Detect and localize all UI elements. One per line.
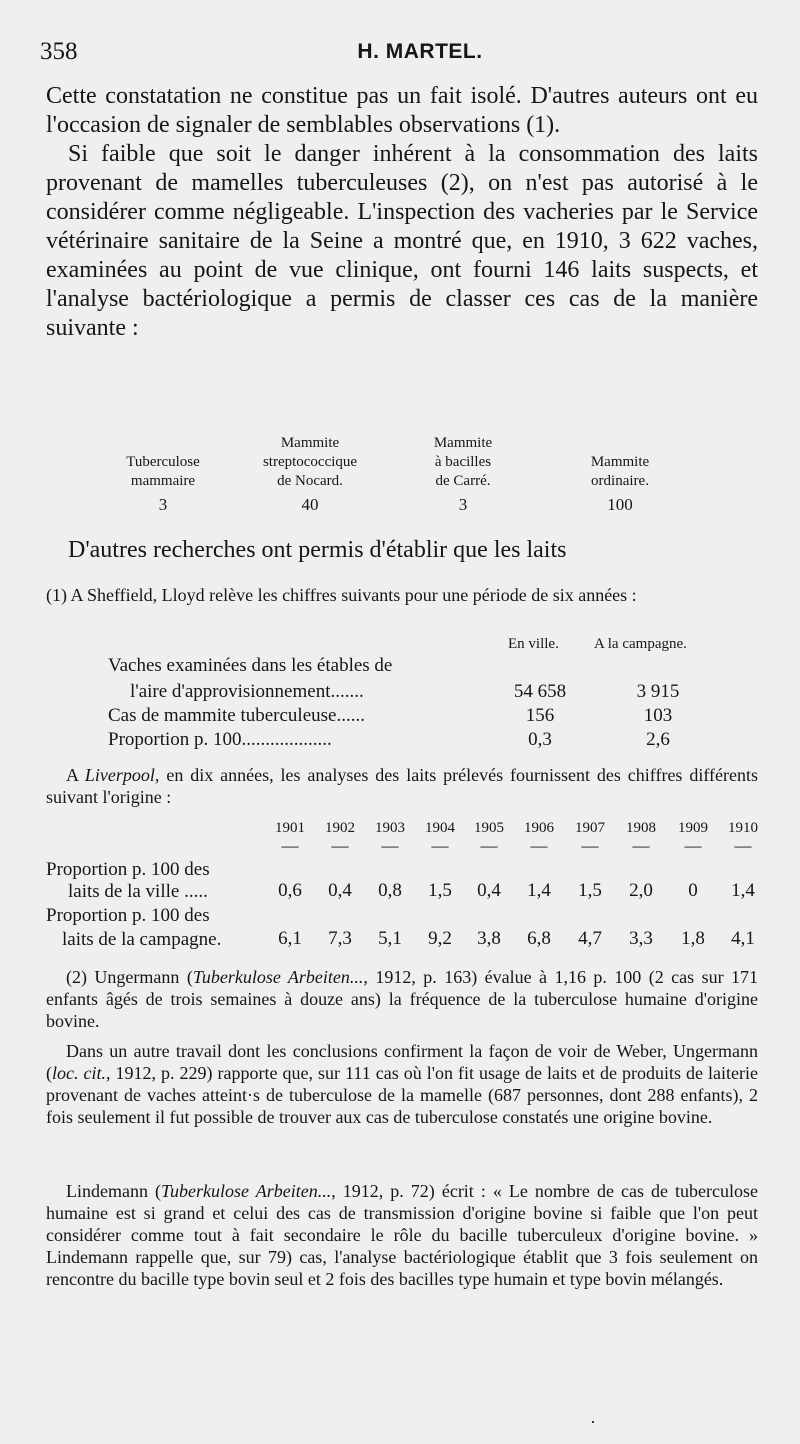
column-header: mammaire xyxy=(130,473,196,489)
running-head: H. MARTEL. xyxy=(357,40,483,63)
row-label: Cas de mammite tuberculeuse...... xyxy=(108,705,365,726)
year: 1901 xyxy=(275,820,305,836)
value: 6,1 xyxy=(278,928,302,949)
column-value: 3 xyxy=(158,495,168,514)
table-column-bacilles xyxy=(408,434,518,514)
value-campagne: 103 xyxy=(643,705,673,726)
footnote-1-intro: (1) A Sheffield, Lloyd relève les chiffres suivants pour une période de six années : xyxy=(46,585,637,605)
column-header: Mammite xyxy=(433,435,493,451)
speck-mark-icon: · xyxy=(590,1412,596,1432)
citation-title: Tuberkulose Arbeiten... xyxy=(192,967,364,987)
footnote-2-paragraph-3 xyxy=(46,1180,758,1290)
value: 1,5 xyxy=(578,880,602,901)
row-label: l'aire d'approvisionnement....... xyxy=(130,681,364,702)
text: Dans un autre travail dont les conclusions confirment la façon de voir de Weber, Ungermann ( xyxy=(46,1041,758,1083)
value: 9,2 xyxy=(428,928,452,949)
column-header: streptococcique xyxy=(262,454,358,470)
value-ville: 156 xyxy=(525,705,555,726)
year: 1908 xyxy=(626,820,656,836)
value-ville: 54 658 xyxy=(513,681,567,702)
value: 0,6 xyxy=(278,880,302,901)
citation-title: Tuberkulose Arbeiten... xyxy=(161,1181,332,1201)
liverpool-intro xyxy=(46,764,758,808)
column-value: 40 xyxy=(301,495,319,514)
year: 1902 xyxy=(325,820,355,836)
year: 1906 xyxy=(524,820,554,836)
footnote-2-paragraph-2 xyxy=(46,1040,758,1128)
year: 1904 xyxy=(425,820,455,836)
paragraph-2: Si faible que soit le danger inhérent à la consommation des laits provenant de mamelles tuberculeuses (2), on n'est pas autorisé à le considérer comme négligeable. L'inspection des vacheries par le Service vétérinaire sanitaire de la Seine a montré que, en 1910, 3 622 vaches, examinées au point de vue clinique, ont fourni 146 laits suspects, et l'analyse bactériologique a permis de classer ces cas de la manière suivante : xyxy=(46,141,758,341)
value: 4,1 xyxy=(731,928,755,949)
table-column-tuberculose xyxy=(98,453,228,514)
row-label-ville-2: laits de la ville ..... xyxy=(68,881,208,902)
footnote-2 xyxy=(46,966,758,1032)
value: 6,8 xyxy=(527,928,551,949)
text: A xyxy=(66,765,85,785)
value-campagne: 3 915 xyxy=(636,681,680,702)
column-header: de Nocard. xyxy=(277,473,343,489)
year: 1910 xyxy=(728,820,758,836)
row-label-campagne-2: laits de la campagne. xyxy=(62,929,222,950)
paragraph-1: Cette constatation ne constitue pas un fait isolé. D'autres auteurs ont eu l'occasion de signaler de semblables observations (1). xyxy=(46,83,758,138)
value: 1,8 xyxy=(681,928,705,949)
column-header-ville: En ville. xyxy=(508,636,559,652)
row-label: Proportion p. 100................... xyxy=(108,729,332,750)
column-header: Mammite xyxy=(590,454,650,470)
column-header: Tuberculose xyxy=(126,454,200,470)
text: en dix années, les analyses des laits prélevés fournissent des chiffres différents suivant l'origine : xyxy=(46,765,758,807)
column-header: Mammite xyxy=(280,435,340,451)
row-label-ville-1: Proportion p. 100 des xyxy=(46,859,210,880)
paragraph-3: D'autres recherches ont permis d'établir que les laits xyxy=(68,537,567,563)
value: 0 xyxy=(688,880,698,901)
year: 1907 xyxy=(575,820,605,836)
column-header: de Carré. xyxy=(435,473,491,489)
value: 3,8 xyxy=(477,928,501,949)
column-value: 100 xyxy=(607,495,633,514)
value: 5,1 xyxy=(378,928,402,949)
text: Lindemann ( xyxy=(66,1181,162,1201)
value: 0,4 xyxy=(477,880,501,901)
page-header xyxy=(40,38,760,72)
year: 1903 xyxy=(375,820,405,836)
value: 3,3 xyxy=(629,928,653,949)
text: , 1912, p. 72) écrit : « Le nombre de cas de tuberculose humaine est si grand et celui des cas de transmission d'origine bovine si faible que l'on peut considérer comme tout à fait secondaire le rôle du bacille tuberculeux d'origine bovine. » Lindemann rappelle que, sur 79) cas, l'analyse bactériologique établit que 3 fois seulement on rencontre du bacille type bovin seul et 2 fois des bacilles type humain et type bovin mélangés. xyxy=(46,1181,758,1289)
value: 1,4 xyxy=(527,880,551,901)
row-label: Vaches examinées dans les étables de xyxy=(108,655,393,676)
value: 7,3 xyxy=(328,928,352,949)
value: 4,7 xyxy=(578,928,602,949)
column-header: à bacilles xyxy=(434,454,492,470)
year: 1905 xyxy=(474,820,504,836)
row-label-campagne-1: Proportion p. 100 des xyxy=(46,905,210,926)
text: (2) Ungermann ( xyxy=(66,967,193,987)
value: 1,5 xyxy=(428,880,452,901)
year: 1909 xyxy=(678,820,708,836)
column-header-campagne: A la campagne. xyxy=(594,636,687,652)
value-ville: 0,3 xyxy=(528,729,552,750)
column-value: 3 xyxy=(458,495,468,514)
text: , 1912, p. 163) évalue à 1,16 p. 100 (2 cas sur 171 enfants âgés de trois semaines à douze ans) la fréquence de la tuberculose humaine d'origine bovine. xyxy=(46,967,759,1031)
book-page: 358 H. MARTEL. Cette constatation ne constitue pas un fait isolé. D'autres auteurs ont eu l'occasion de signaler de semblables observations (1). Si faible que soit le danger inhérent à la consommation des laits provenant de mamelles tuberculeuses (2), on n'est pas autorisé à le considérer comme négligeable. L'inspection des vacheries par le Service vétérinaire sanitaire de la Seine a montré que, en 1910, 3 622 vaches, examinées au point de vue clinique, ont fourni 146 laits suspects, et l'analyse bactériologique a permis de classer ces cas de la manière suivante : Tuberculose mammaire 3 Mammite streptococcique de Nocard. 40 Mammite à bacilles de Carré. 3 Mammite ordinaire. 100 D'autres recherches ont permis d'établir que les laits (1) A Sheffield, Lloyd relève les chiffres suivants pour une période de six années : En ville. A la campagne. Vaches examinées dans les étables de l'aire d'approvisionnement....... 54 658 3 915 Cas de mammite tuberculeuse...... 156 103 Proportion p. 100................... 0,3 2,6 A Liverpool, en dix années, les analyses des laits prélevés fournissent des chiffres différents suivant l'origine : 1901 1902 1903 1904 1905 1906 1907 1908 1909 1910 — — — — — — — — — — Proportion p. 100 des laits de la ville ..... 0,6 0,4 0,8 1,5 0,4 1,4 1,5 2,0 0 1,4 Proportion p. 100 des laits de la campagne. 6,1 7,3 5,1 9,2 3,8 6,8 4,7 3,3 1,8 4,1 (2) Ungermann (Tuberkulose Arbeiten..., 1912, p. 163) évalue à 1,16 p. 100 (2 cas sur 171 enfants âgés de trois semaines à douze ans) la fréquence de la tuberculose humaine d'origine bovine. Dans un autre travail dont les conclusions confirment la façon de voir de Weber, Ungermann (loc. cit., 1912, p. 229) rapporte que, sur 111 cas où l'on fit usage de laits et de produits de laiterie provenant de vaches atteint·s de tuberculose de la mamelle (687 personnes, dont 288 enfants), 2 fois seulement il fut possible de trouver aux cas de tuberculose constatés une origine bovine. Lindemann (Tuberkulose Arbeiten..., 1912, p. 72) écrit : « Le nombre de cas de tuberculose humaine est si grand et celui des cas de transmission d'origine bovine si faible que l'on peut considérer comme tout à fait secondaire le rôle du bacille tuberculeux d'origine bovine. » Lindemann rappelle que, sur 79) cas, l'analyse bactériologique établit que 3 fois seulement on rencontre du bacille type bovin seul et 2 fois des bacilles type humain et type bovin mélangés. · xyxy=(0,0,800,1444)
page-number: 358 xyxy=(40,38,78,65)
citation: loc. cit. xyxy=(52,1063,106,1083)
table-column-ordinaire xyxy=(570,453,670,514)
value: 1,4 xyxy=(731,880,755,901)
city-name: Liverpool, xyxy=(84,765,160,785)
value: 2,0 xyxy=(629,880,653,901)
main-text xyxy=(46,82,758,343)
table-column-streptococcique xyxy=(230,434,390,514)
value: 0,4 xyxy=(328,880,352,901)
column-header: ordinaire. xyxy=(591,473,649,489)
value: 0,8 xyxy=(378,880,402,901)
value-campagne: 2,6 xyxy=(646,729,670,750)
text: , 1912, p. 229) rapporte que, sur 111 cas où l'on fit usage de laits et de produits de laiterie provenant de vaches atteint·s de tuberculose de la mamelle (687 personnes, dont 288 enfants), 2 fois seulement il fut possible de trouver aux cas de tuberculose constatés une origine bovine. xyxy=(46,1063,758,1127)
